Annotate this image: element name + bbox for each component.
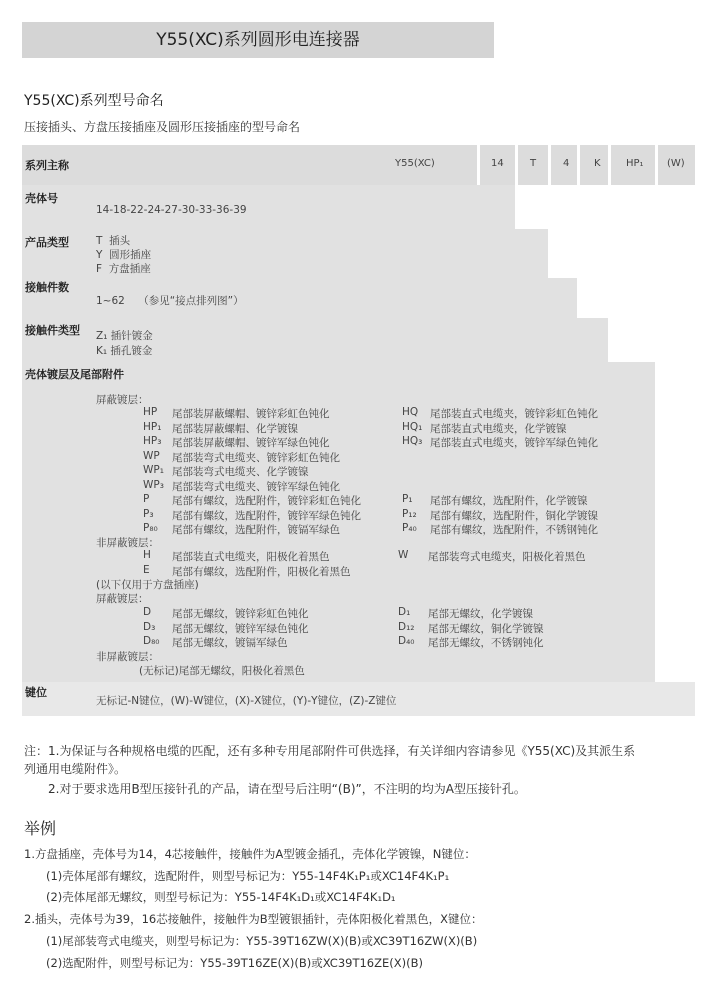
example-1a: (1)壳体尾部有螺纹，选配附件，则型号标记为：Y55-14F4K₁P₁或XC14F4K₁P₁ [46, 869, 450, 883]
plating-desc: 尾部装直式电缆夹，阳极化着黑色 [172, 551, 330, 563]
plating-desc: 尾部装弯式电缆夹、镀锌彩虹色钝化 [172, 451, 340, 464]
code-shell: 14 [491, 158, 504, 169]
plating-desc: 尾部有螺纹，选配附件，化学镀镍 [430, 495, 588, 507]
separator [515, 145, 518, 185]
plating-desc: 尾部装直式电缆夹，镀锌彩虹色钝化 [430, 408, 598, 420]
count-label: 接触件数 [25, 281, 69, 294]
nonshield2-value: (无标记)尾部无螺纹，阳极化着黑色 [139, 665, 305, 677]
plating-code: P₄₀ [402, 522, 417, 534]
code-key: (W) [667, 158, 685, 169]
plating-desc: 尾部无螺纹，化学镀镍 [428, 608, 533, 620]
plating-desc: 尾部无螺纹，镀锌军绿色钝化 [172, 622, 309, 635]
plating-desc: 尾部有螺纹，选配附件，镀锌彩虹色钝化 [172, 495, 361, 507]
contact-label: 接触件类型 [25, 324, 80, 337]
type-label: 产品类型 [25, 236, 69, 249]
type-round: Y 圆形插座 [96, 249, 152, 261]
shell-label: 壳体号 [25, 192, 58, 205]
plating-desc: 尾部有螺纹，选配附件，镀锌军绿色钝化 [172, 509, 361, 522]
title-bar [22, 22, 494, 58]
plating-desc: 尾部装弯式电缆夹、镀锌军绿色钝化 [172, 480, 340, 493]
separator [577, 145, 580, 185]
type-plug: T 插头 [96, 235, 131, 247]
key-label: 键位 [25, 686, 47, 699]
plating-code: P₈₀ [143, 522, 158, 534]
plating-code: D₁ [398, 606, 411, 618]
plating-desc: 尾部无螺纹，镀镉军绿色 [172, 637, 288, 649]
separator [548, 145, 551, 185]
plating-code: WP [143, 449, 160, 462]
plating-desc: 尾部有螺纹，选配附件，不锈钢钝化 [430, 524, 598, 536]
plating-desc: 尾部有螺纹，选配附件，镀镉军绿色 [172, 524, 340, 536]
shield2-heading: 屏蔽镀层： [96, 593, 149, 605]
plating-code: P₁₂ [402, 507, 417, 520]
shield-heading: 屏蔽镀层： [96, 394, 149, 406]
separator [655, 145, 658, 185]
shell-value: 14-18-22-24-27-30-33-36-39 [96, 204, 247, 216]
section-title: Y55(XC)系列型号命名 [24, 93, 164, 109]
examples-heading: 举例 [24, 819, 57, 838]
contact-socket: K₁ 插孔镀金 [96, 345, 153, 357]
plating-code: D₁₂ [398, 620, 415, 633]
separator [608, 145, 611, 185]
nonshield2-heading: 非屏蔽镀层： [96, 651, 159, 663]
plating-desc: 尾部有螺纹，选配附件，铜化学镀镍 [430, 509, 598, 522]
plating-label: 壳体镀层及尾部附件 [25, 368, 124, 381]
plating-desc: 尾部装直式电缆夹，镀锌军绿色钝化 [430, 437, 598, 449]
code-plating: HP₁ [626, 158, 644, 169]
note-1a: 注：1.为保证与各种规格电缆的匹配，还有多种专用尾部附件可供选择，有关详细内容请参见《Y55(XC)及其派生系 [24, 744, 636, 758]
plating-desc: 尾部装弯式电缆夹，阳极化着黑色 [428, 551, 586, 563]
subtitle: 压接插头、方盘压接插座及圆形压接插座的型号命名 [24, 120, 301, 134]
series-label: 系列主称 [25, 159, 69, 172]
plating-code: D₈₀ [143, 635, 160, 647]
note-1b: 列通用电缆附件》。 [24, 762, 127, 776]
separator [477, 145, 480, 185]
plating-desc: 尾部装直式电缆夹，化学镀镍 [430, 422, 567, 435]
code-contact: K [594, 158, 601, 169]
plating-code: P₁ [402, 493, 413, 505]
plating-code: E [143, 563, 150, 576]
key-value: 无标记-N键位，(W)-W键位，(X)-X键位，(Y)-Y键位，(Z)-Z键位 [96, 695, 397, 707]
plating-code: P₃ [143, 507, 154, 520]
square-only-note: (以下仅用于方盘插座) [96, 579, 199, 591]
plating-code: HP₃ [143, 435, 162, 447]
plating-desc: 尾部无螺纹，镀锌彩虹色钝化 [172, 608, 309, 620]
plating-desc: 尾部装屏蔽螺帽、镀锌军绿色钝化 [172, 437, 330, 449]
code-count: 4 [563, 158, 570, 169]
code-series: Y55(XC) [395, 158, 435, 169]
page-title: Y55(XC)系列圆形电连接器 [156, 30, 360, 50]
plating-code: D [143, 606, 152, 618]
note-2: 2.对于要求选用B型压接针孔的产品，请在型号后注明“(B)”，不注明的均为A型压接针孔。 [48, 782, 526, 796]
example-1b: (2)壳体尾部无螺纹，则型号标记为：Y55-14F4K₁D₁或XC14F4K₁D₁ [46, 890, 396, 904]
plating-desc: 尾部无螺纹，铜化学镀镍 [428, 622, 544, 635]
plating-desc: 尾部装屏蔽螺帽、化学镀镍 [172, 422, 298, 435]
plating-code: HQ [402, 406, 419, 418]
plating-code: HQ₃ [402, 435, 423, 447]
type-square: F 方盘插座 [96, 263, 151, 275]
contact-pin: Z₁ 插针镀金 [96, 330, 153, 342]
plating-code: D₃ [143, 620, 156, 633]
nonshield-heading: 非屏蔽镀层： [96, 537, 159, 549]
plating-code: HQ₁ [402, 420, 423, 433]
code-type: T [530, 158, 537, 169]
plating-desc: 尾部无螺纹，不锈钢钝化 [428, 637, 544, 649]
plating-desc: 尾部有螺纹，选配附件，阳极化着黑色 [172, 565, 351, 578]
example-1: 1.方盘插座，壳体号为14，4芯接触件，接触件为A型镀金插孔，壳体化学镀镍，N键位： [24, 847, 476, 861]
plating-code: H [143, 549, 151, 561]
plating-code: WP₁ [143, 464, 164, 476]
plating-code: P [143, 493, 150, 505]
count-value: 1~62 （参见“接点排列图”） [96, 295, 244, 307]
plating-desc: 尾部装弯式电缆夹、化学镀镍 [172, 466, 309, 478]
plating-code: HP₁ [143, 420, 162, 433]
plating-code: D₄₀ [398, 635, 415, 647]
plating-code: HP [143, 406, 158, 418]
example-2b: (2)选配附件，则型号标记为：Y55-39T16ZE(X)(B)或XC39T16ZE(X)(B) [46, 956, 423, 970]
example-2: 2.插头，壳体号为39，16芯接触件，接触件为B型镀银插针，壳体阳极化着黑色，X键位： [24, 912, 483, 926]
plating-code: WP₃ [143, 478, 164, 491]
example-2a: (1)尾部装弯式电缆夹，则型号标记为：Y55-39T16ZW(X)(B)或XC39T16ZW(X)(B) [46, 934, 478, 948]
plating-code: W [398, 549, 409, 561]
plating-desc: 尾部装屏蔽螺帽、镀锌彩虹色钝化 [172, 408, 330, 420]
